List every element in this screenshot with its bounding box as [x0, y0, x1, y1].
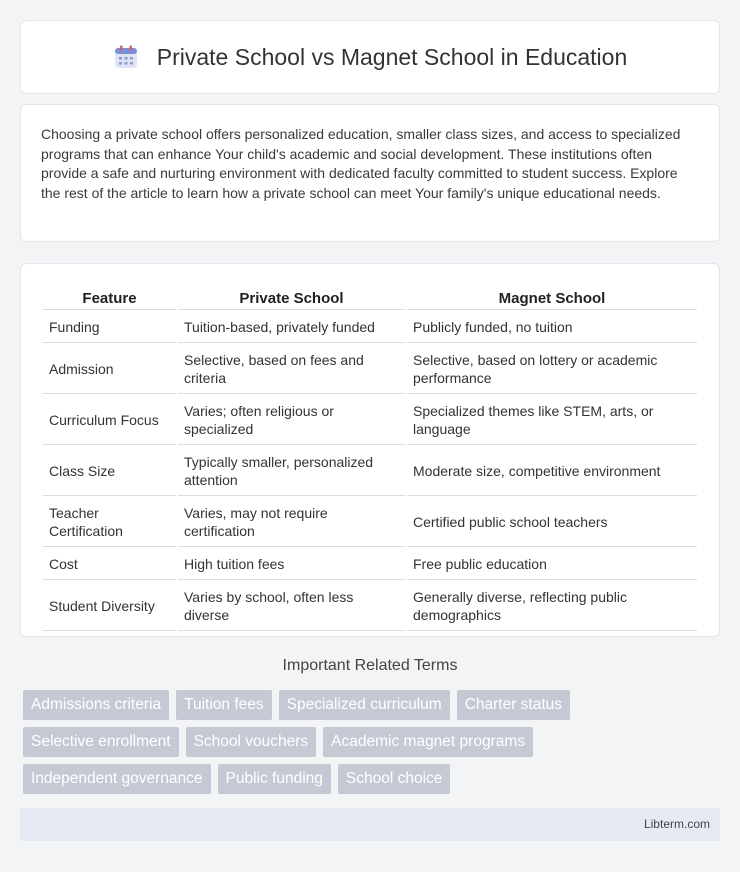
table-row: [43, 447, 697, 496]
table-cell: Teacher Certification: [43, 498, 176, 547]
table-row: [43, 498, 697, 547]
term-tag[interactable]: Admissions criteria: [23, 690, 169, 720]
table-cell: Selective, based on fees and criteria: [178, 345, 405, 394]
table-cell: Specialized themes like STEM, arts, or language: [407, 396, 697, 445]
table-row: [43, 396, 697, 445]
term-tag[interactable]: Tuition fees: [176, 690, 272, 720]
term-row: [23, 764, 723, 794]
table-row: [43, 549, 697, 580]
table-cell: Class Size: [43, 447, 176, 496]
table-cell: Varies by school, often less diverse: [178, 582, 405, 631]
table-cell: Cost: [43, 549, 176, 580]
table-cell: Varies; often religious or specialized: [178, 396, 405, 445]
calendar-icon: [113, 44, 139, 70]
column-header-magnet-school: Magnet School: [407, 286, 697, 310]
header-card: [20, 20, 720, 94]
comparison-table-card: [20, 263, 720, 637]
table-cell: Admission: [43, 345, 176, 394]
footer-site-link[interactable]: Libterm.com: [643, 817, 710, 831]
table-cell: Publicly funded, no tuition: [407, 312, 697, 343]
related-terms: [23, 690, 723, 801]
table-cell: Tuition-based, privately funded: [178, 312, 405, 343]
term-tag[interactable]: Independent governance: [23, 764, 211, 794]
page-title: Private School vs Magnet School in Education: [156, 43, 628, 70]
footer: [20, 808, 720, 841]
intro-card: [20, 104, 720, 242]
table-cell: Curriculum Focus: [43, 396, 176, 445]
table-cell: Typically smaller, personalized attention: [178, 447, 405, 496]
term-tag[interactable]: Specialized curriculum: [279, 690, 450, 720]
table-cell: High tuition fees: [178, 549, 405, 580]
table-cell: Funding: [43, 312, 176, 343]
table-header-row: [43, 286, 697, 310]
term-tag[interactable]: School vouchers: [186, 727, 317, 757]
term-row: [23, 727, 723, 757]
table-cell: Student Diversity: [43, 582, 176, 631]
table-cell: Varies, may not require certification: [178, 498, 405, 547]
intro-text: Choosing a private school offers personalized education, smaller class sizes, and access to specialized programs that can enhance Your child's academic and social development. These institutions often provide a safe and nurturing environment with dedicated faculty committed to student success. Explore the rest of the article to learn how a private school can meet Your family's unique educational needs.: [41, 126, 681, 201]
table-cell: Free public education: [407, 549, 697, 580]
term-tag[interactable]: School choice: [338, 764, 451, 794]
term-row: [23, 690, 723, 720]
related-terms-heading: Important Related Terms: [282, 657, 458, 674]
term-tag[interactable]: Charter status: [457, 690, 570, 720]
table-cell: Selective, based on lottery or academic performance: [407, 345, 697, 394]
table-row: [43, 312, 697, 343]
table-row: [43, 582, 697, 631]
term-tag[interactable]: Selective enrollment: [23, 727, 179, 757]
comparison-table: [41, 284, 699, 633]
column-header-private-school: Private School: [178, 286, 405, 310]
table-cell: Generally diverse, reflecting public demographics: [407, 582, 697, 631]
term-tag[interactable]: Public funding: [218, 764, 331, 794]
term-tag[interactable]: Academic magnet programs: [323, 727, 533, 757]
table-row: [43, 345, 697, 394]
column-header-feature: Feature: [43, 286, 176, 310]
table-cell: Moderate size, competitive environment: [407, 447, 697, 496]
table-cell: Certified public school teachers: [407, 498, 697, 547]
